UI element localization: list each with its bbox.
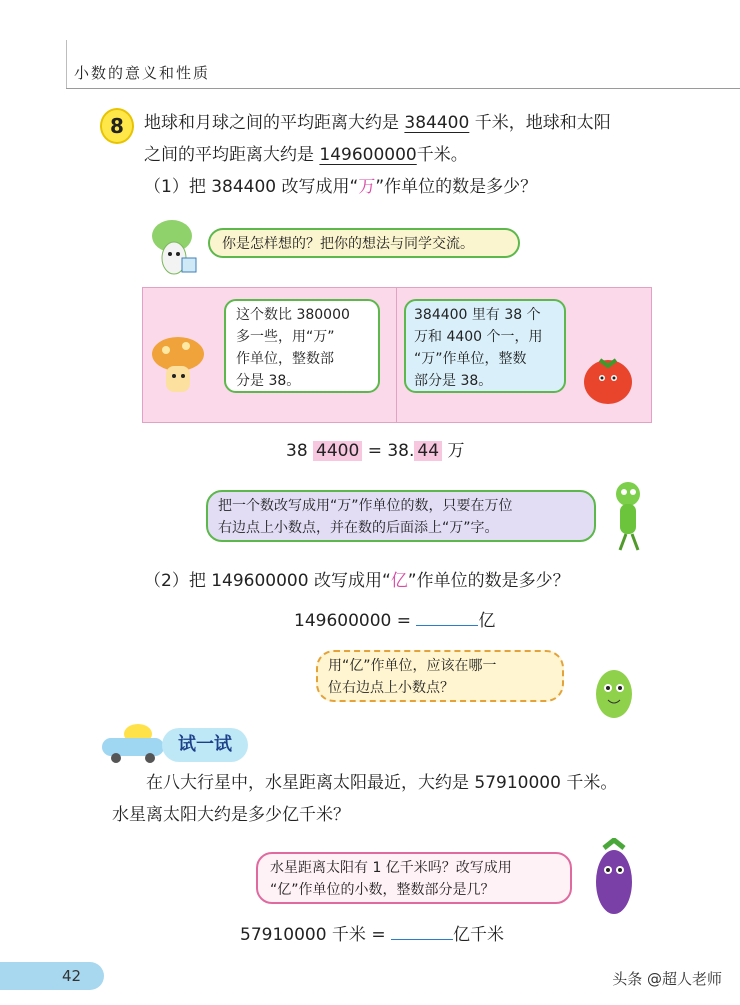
grasshopper-character-illustration — [604, 478, 654, 554]
equation-wan: 38 4400 = 38. 44 万 — [286, 441, 465, 461]
pepper-character-illustration — [590, 664, 638, 724]
example-line-1: 地球和月球之间的平均距离大约是 384400 千米，地球和太阳 — [144, 113, 611, 133]
discussion-divider — [396, 287, 397, 423]
question-2: （2）把 149600000 改写成用“亿”作单位的数是多少？ — [144, 571, 570, 591]
answer-blank-mercury[interactable] — [391, 921, 453, 940]
tomato-character-illustration — [578, 350, 640, 410]
equation-yi: 149600000 = 亿 — [294, 606, 495, 636]
moon-distance-value: 384400 — [404, 113, 470, 133]
example-number-badge: 8 — [100, 108, 134, 144]
eggplant-character-illustration — [590, 838, 638, 922]
section-title: 小数的意义和性质 — [74, 64, 211, 82]
example-line-2: 之间的平均距离大约是 149600000千米。 — [144, 145, 468, 165]
discussion-panel — [142, 287, 652, 423]
equation-mercury: 57910000 千米 = 亿千米 — [240, 920, 504, 950]
think-bubble: 你是怎样想的？把你的想法与同学交流。 — [208, 228, 520, 258]
car-character-illustration — [98, 722, 168, 764]
try-it-line-1: 在八大行星中，水星距离太阳最近，大约是 57910000 千米。 — [146, 773, 618, 793]
yi-hint-bubble: 用“亿”作单位，应该在哪一 位右边点上小数点？ — [316, 650, 564, 702]
sun-distance-value: 149600000 — [319, 145, 417, 165]
mercury-hint-bubble: 水星距离太阳有 1 亿千米吗？改写成用 “亿”作单位的小数，整数部分是几？ — [256, 852, 572, 904]
question-1: （1）把 384400 改写成用“万”作单位的数是多少？ — [144, 177, 538, 197]
answer-blank-yi[interactable] — [416, 607, 478, 626]
header-divider — [66, 88, 740, 89]
try-it-line-2: 水星离太阳大约是多少亿千米？ — [112, 805, 350, 825]
highlight-digits-right: 44 — [414, 441, 442, 461]
rule-bubble: 把一个数改写成用“万”作单位的数，只要在万位 右边点上小数点，并在数的后面添上“万”字。 — [206, 490, 596, 542]
margin-rule — [66, 40, 67, 88]
cabbage-character-illustration — [148, 218, 200, 278]
mushroom-character-illustration — [150, 334, 206, 400]
highlight-digits-left: 4400 — [313, 441, 362, 461]
right-explanation-bubble: 384400 里有 38 个 万和 4400 个一，用 “万”作单位，整数 部分是 38。 — [404, 299, 566, 393]
watermark: 头条 @超人老师 — [612, 970, 722, 988]
left-explanation-bubble: 这个数比 380000 多一些，用“万” 作单位，整数部 分是 38。 — [224, 299, 380, 393]
try-it-banner: 试一试 — [162, 728, 248, 762]
page-number: 42 — [0, 962, 104, 990]
